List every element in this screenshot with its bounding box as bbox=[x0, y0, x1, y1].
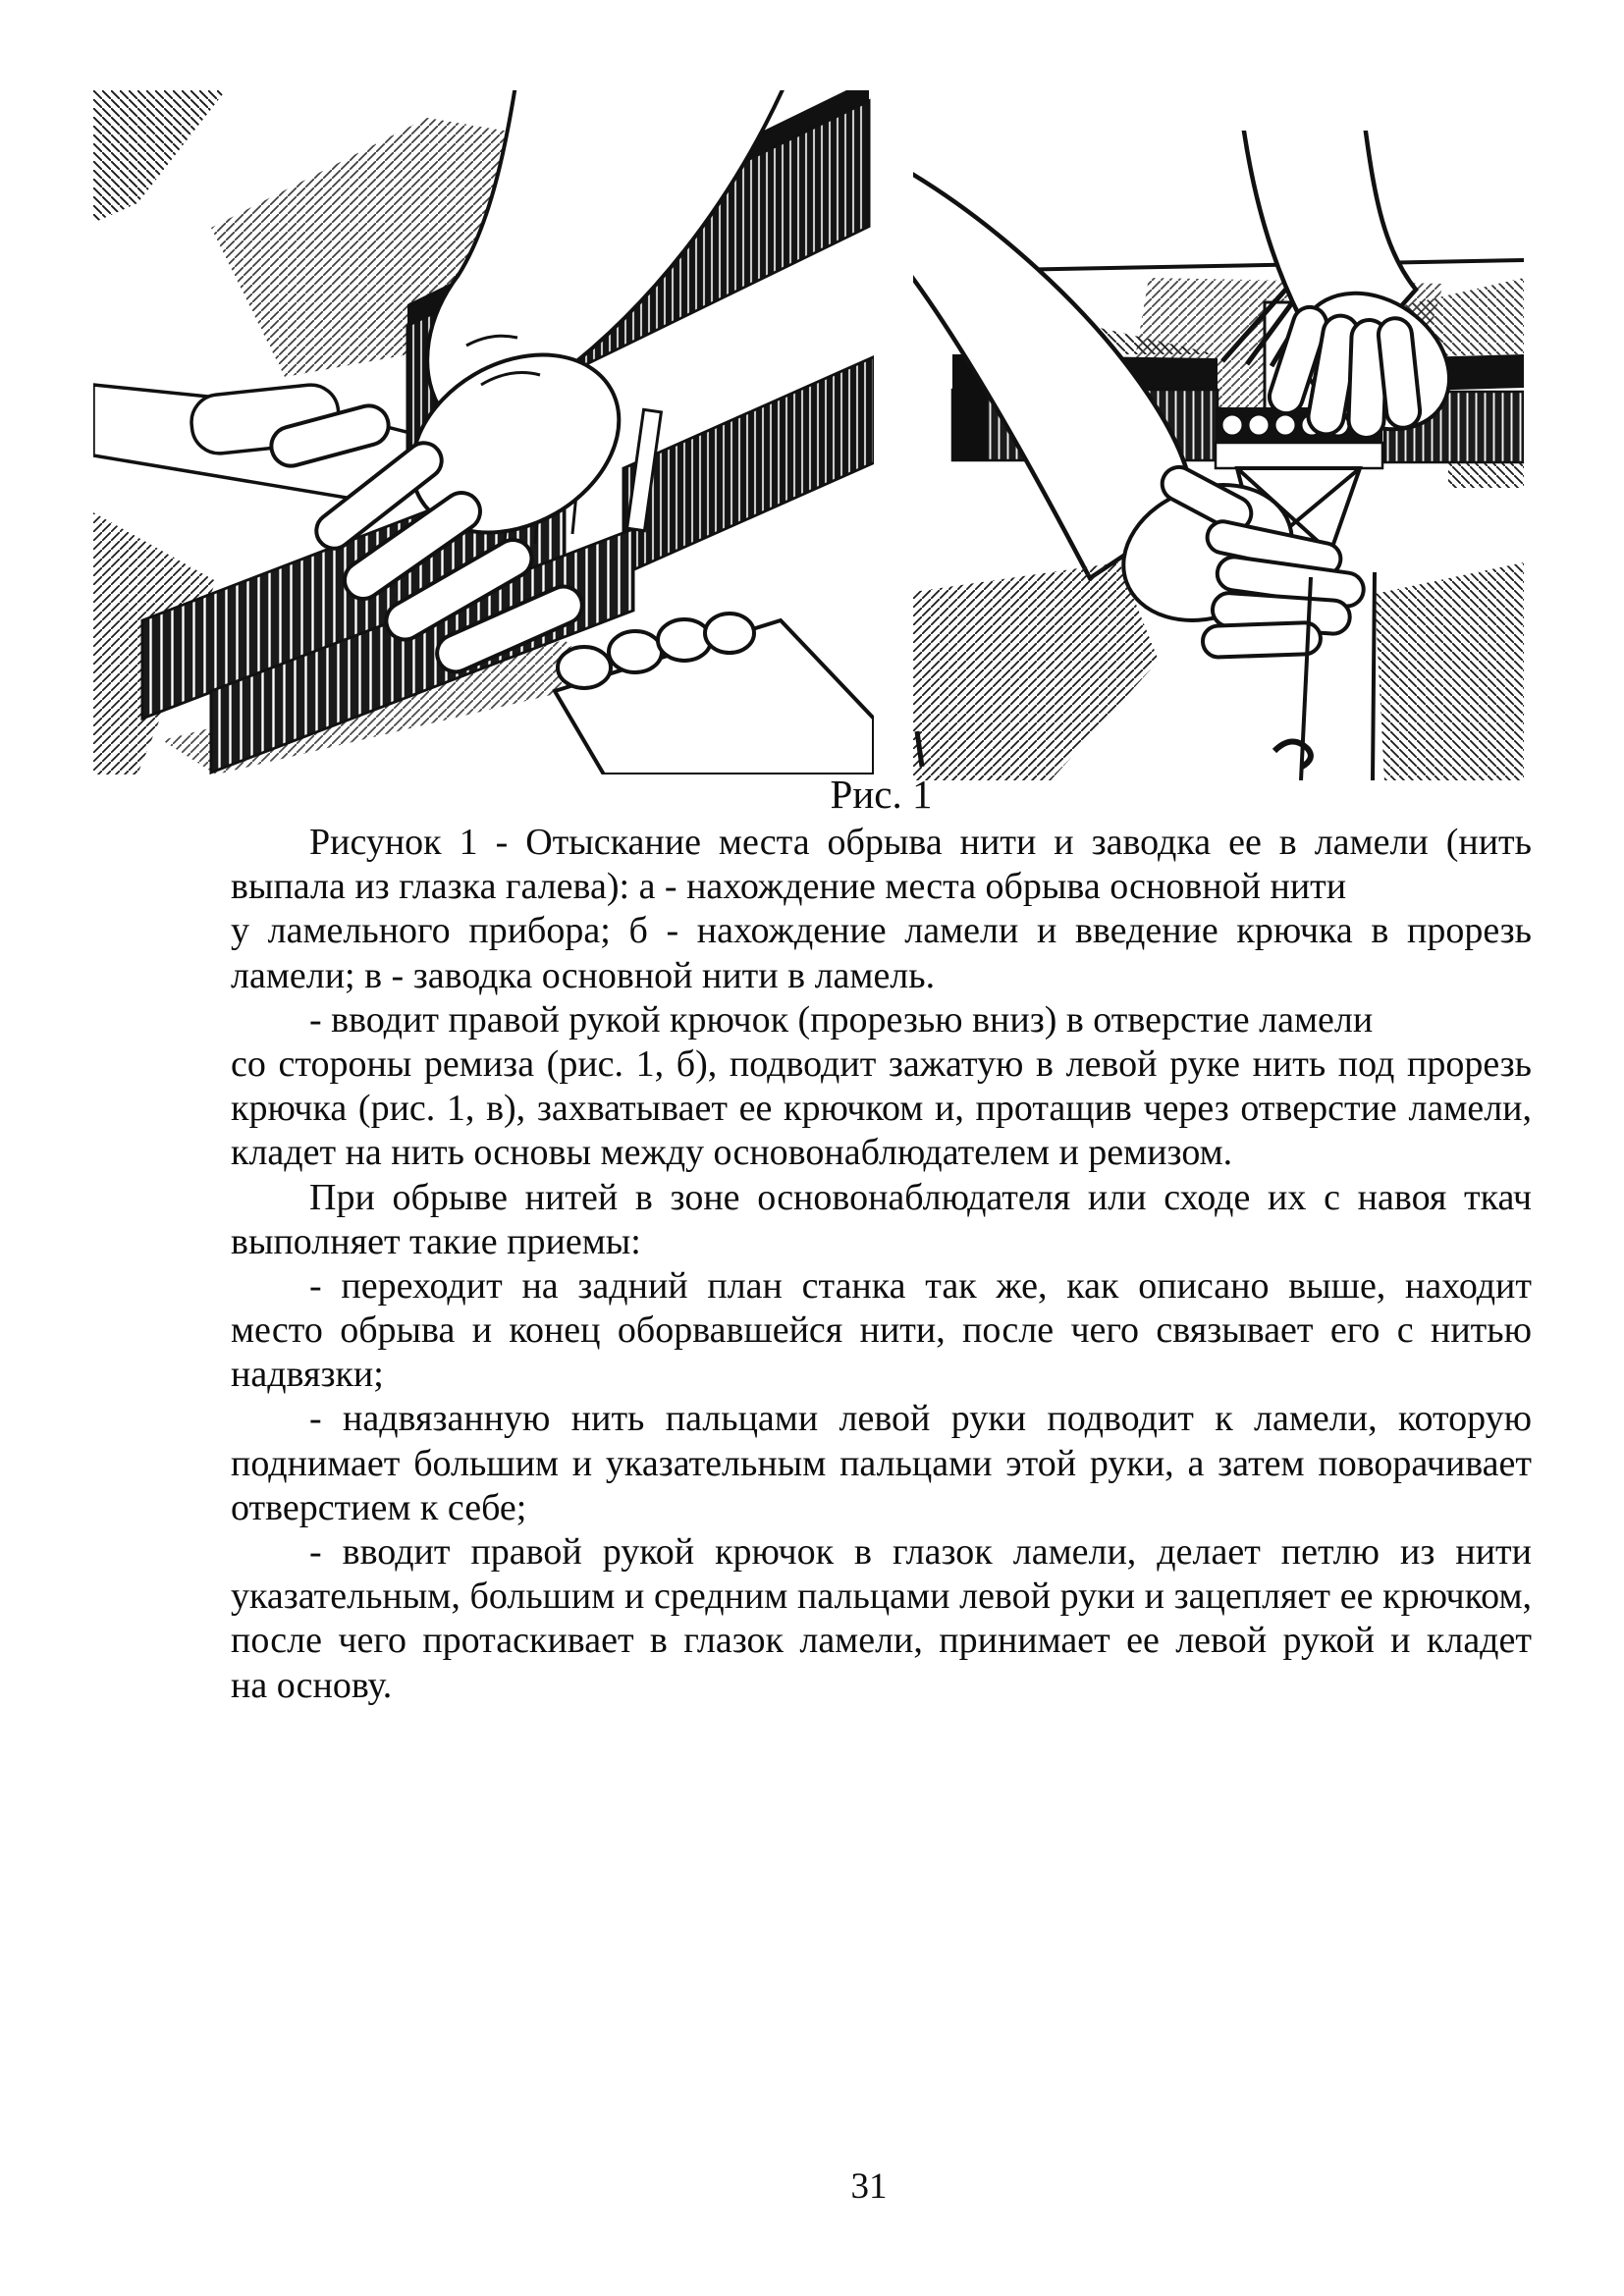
text-line: выпала из глазка галева): а - нахождение места обрыва основной нити bbox=[231, 866, 1347, 908]
text-line: после чего протаскивает в глазок ламели, принимает ее левой рукой и кладет bbox=[231, 1620, 1532, 1662]
text-line: Рисунок 1 - Отыскание места обрыва нити и заводка ее в ламели (нить bbox=[309, 822, 1532, 863]
text-line: выполняет такие приемы: bbox=[231, 1220, 641, 1262]
text-line: надвязки; bbox=[231, 1354, 384, 1396]
body-text bbox=[231, 821, 1532, 1708]
text-line: место обрыва и конец оборвавшейся нити, после чего связывает его с нитью bbox=[231, 1309, 1532, 1352]
text-line: указательным, большим и средним пальцами левой руки и зацепляет ее крючком, bbox=[231, 1575, 1532, 1618]
text-line: кладет на нить основы между основонаблюдателем и ремизом. bbox=[231, 1132, 1233, 1174]
text-line: При обрыве нитей в зоне основонаблюдателя или сходе их с навоя ткач bbox=[309, 1176, 1532, 1218]
text-line: со стороны ремиза (рис. 1, б), подводит зажатую в левой руке нить под прорезь bbox=[231, 1042, 1532, 1085]
figure-1b-illustration bbox=[913, 131, 1524, 780]
text-line: на основу. bbox=[231, 1664, 393, 1706]
text-line: - вводит правой рукой крючок (прорезью вниз) в отверстие ламели bbox=[309, 998, 1374, 1041]
figure-1-illustrations bbox=[0, 0, 1624, 785]
text-line: поднимает большим и указательным пальцами этой руки, а затем поворачивает bbox=[231, 1442, 1532, 1484]
text-line: у ламельного прибора; б - нахождение ламели и введение крючка в прорезь bbox=[231, 910, 1532, 952]
page-number: 31 bbox=[850, 2166, 888, 2207]
text-line: - переходит на задний план станка так же, как описано выше, находит bbox=[309, 1264, 1532, 1307]
figure-caption: Рис. 1 bbox=[830, 772, 933, 817]
figure-1a-illustration bbox=[93, 90, 874, 774]
text-line: крючка (рис. 1, в), захватывает ее крючком и, протащив через отверстие ламели, bbox=[231, 1088, 1532, 1130]
text-line: отверстием к себе; bbox=[231, 1486, 527, 1528]
text-line: ламели; в - заводка основной нити в ламель. bbox=[231, 954, 936, 996]
text-line: - вводит правой рукой крючок в глазок ламели, делает петлю из нити bbox=[309, 1531, 1532, 1573]
text-line: - надвязанную нить пальцами левой руки подводит к ламели, которую bbox=[309, 1398, 1532, 1440]
weaver-left-hand bbox=[555, 614, 874, 774]
